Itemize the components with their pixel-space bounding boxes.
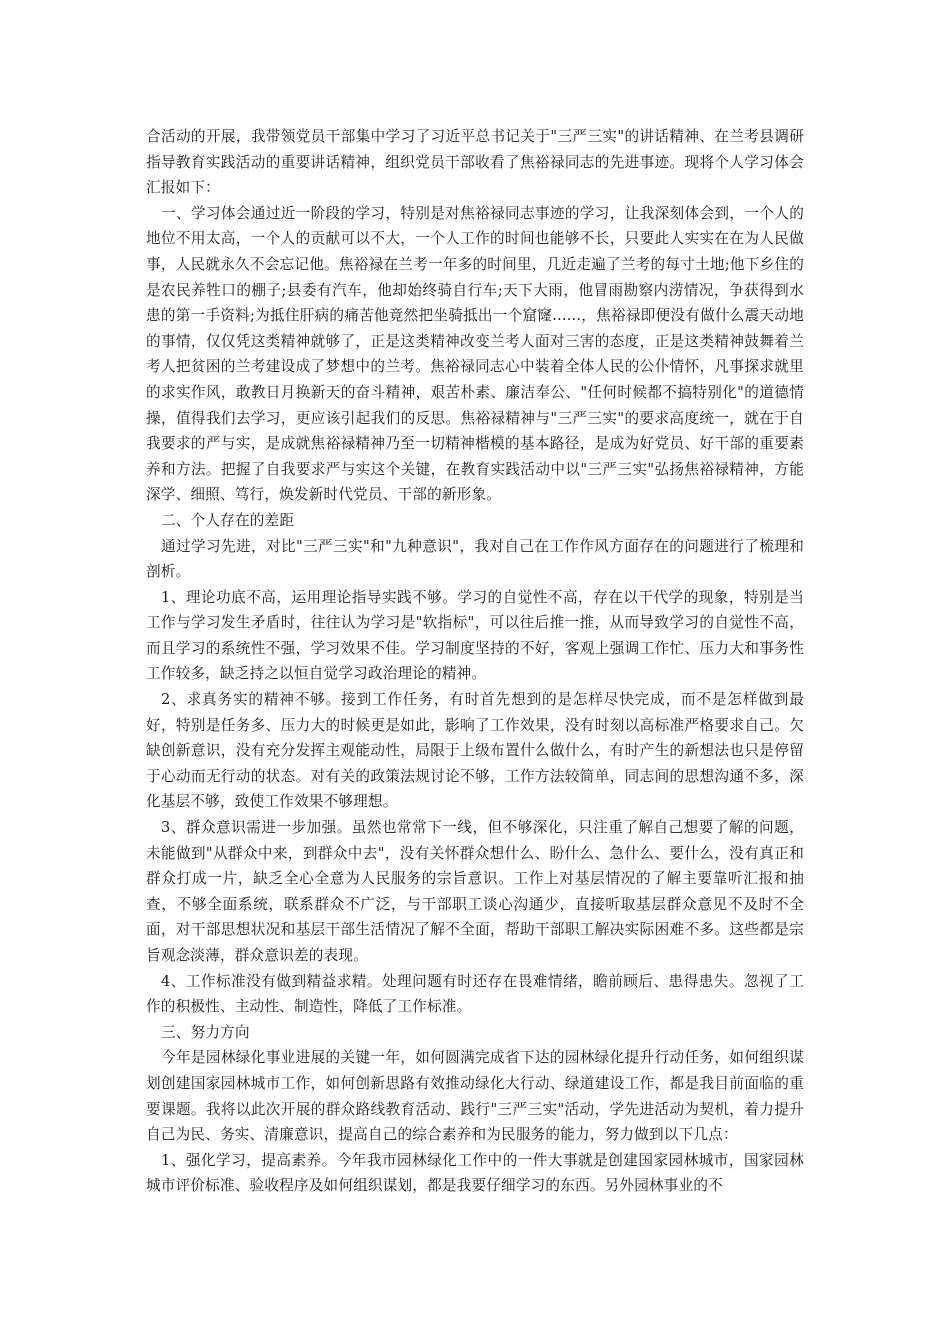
paragraph-gap-3: 3、群众意识需进一步加强。虽然也常常下一线，但不够深化，只注重了解自己想要了解的问题，未能做到"从群众中来，到群众中去"，没有关怀群众想什么、盼什么、急什么、要什么，没有真正和群众打成一片，缺乏全心全意为人民服务的宗旨意识。工作上对基层情况的了解主要靠听汇报和抽查，不够全面系统，联系群众不广泛，与干部职工谈心沟通少，直接听取基层群众意见不及时不全面，对干部思想状况和基层干部生活情况了解不全面，帮助干部职工解决实际困难不多。这些都是宗旨观念淡薄，群众意识差的表现。 (146, 819, 804, 964)
paragraph-intro: 合活动的开展，我带领党员干部集中学习了习近平总书记关于"三严三实"的讲话精神、在兰考县调研指导教育实践活动的重要讲话精神，组织党员干部收看了焦裕禄同志的先进事迹。现将个人学习体会汇报如下： (146, 128, 804, 197)
paragraph-direction-intro: 今年是园林绿化事业进展的关键一年，如何圆满完成省下达的园林绿化提升行动任务，如何组织谋划创建国家园林城市工作，如何创新思路有效推动绿化大行动、绿道建设工作，都是我目前面临的重要课题。我将以此次开展的群众路线教育活动、践行"三严三实"活动，学先进活动为契机，着力提升自己为民、务实、清廉意识，提高自己的综合素养和为民服务的能力，努力做到以下几点： (146, 1049, 804, 1144)
paragraph-gaps-intro: 通过学习先进，对比"三严三实"和"九种意识"，我对自己在工作作风方面存在的问题进行了梳理和剖析。 (146, 537, 804, 581)
paragraph-gap-2: 2、求真务实的精神不够。接到工作任务，有时首先想到的是怎样尽快完成，而不是怎样做到最好，特别是任务多、压力大的时候更是如此，影响了工作效果，没有时刻以高标准严格要求自己。欠缺创新意识，没有充分发挥主观能动性，局限于上级布置什么做什么，有时产生的新想法也只是停留于心动而无行动的状态。对有关的政策法规讨论不够，工作方法较简单，同志间的思想沟通不多，深化基层不够，致使工作效果不够理想。 (146, 691, 804, 811)
document-page (146, 124, 804, 1199)
section-heading-gaps: 二、个人存在的差距 (161, 511, 295, 529)
paragraph-gap-4: 4、工作标准没有做到精益求精。处理问题有时还存在畏难情绪，瞻前顾后、患得患失。忽视了工作的积极性、主动性、制造性，降低了工作标准。 (146, 972, 804, 1016)
paragraph-direction-1: 1、强化学习，提高素养。今年我市园林绿化工作中的一件大事就是创建国家园林城市，国家园林城市评价标准、验收程序及如何组织谋划，都是我要仔细学习的东西。另外园林事业的不 (146, 1151, 804, 1195)
paragraph-learning-experience: 一、学习体会通过近一阶段的学习，特别是对焦裕禄同志事迹的学习，让我深刻体会到，一个人的地位不用太高，一个人的贡献可以不大，一个人工作的时间也能够不长，只要此人实实在在为人民做事，人民就永久不会忘记他。焦裕禄在兰考一年多的时间里，几近走遍了兰考的每寸土地;他下乡住的是农民养牲口的棚子;县委有汽车，他却始终骑自行车;天下大雨，他冒雨勘察内涝情况，争获得到水患的第一手资料;为抵住肝病的痛苦他竟然把坐骑抵出一个窟窿......，焦裕禄即便没有做什么震天动地的事情，仅仅凭这类精神就够了，正是这类精神改变兰考人面对三害的态度，正是这类精神鼓舞着兰考人把贫困的兰考建设成了梦想中的兰考。焦裕禄同志心中装着全体人民的公仆情怀，凡事探求就里的求实作风，敢教日月换新天的奋斗精神，艰苦朴素、廉洁奉公、"任何时候都不搞特别化"的道德情操，值得我们去学习，更应该引起我们的反思。焦裕禄精神与"三严三实"的要求高度统一，就在于自我要求的严与实，是成就焦裕禄精神乃至一切精神楷模的基本路径，是成为好党员、好干部的重要素养和方法。把握了自我要求严与实这个关键，在教育实践活动中以"三严三实"弘扬焦裕禄精神，方能深学、细照、笃行，焕发新时代党员、干部的新形象。 (146, 204, 804, 504)
paragraph-gap-1: 1、理论功底不高，运用理论指导实践不够。学习的自觉性不高，存在以干代学的现象，特别是当工作与学习发生矛盾时，往往认为学习是"软指标"，可以往后推一推，从而导致学习的自觉性不高，而且学习的系统性不强，学习效果不佳。学习制度坚持的不好，客观上强调工作忙、压力大和事务性工作较多，缺乏持之以恒自觉学习政治理论的精神。 (146, 588, 804, 683)
section-heading-direction: 三、努力方向 (161, 1023, 250, 1041)
